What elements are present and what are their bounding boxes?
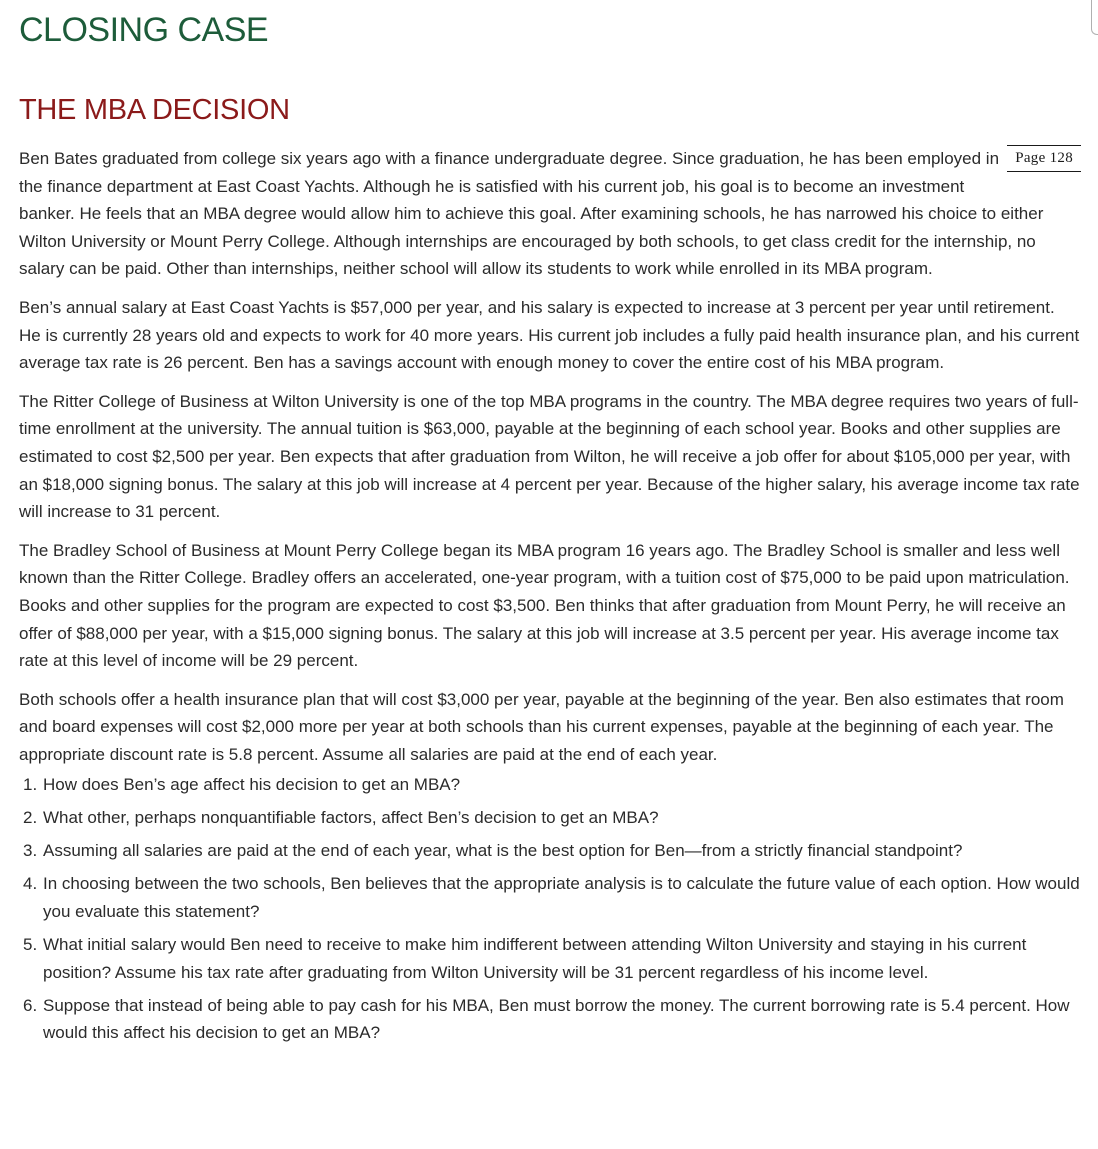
question-text: What other, perhaps nonquantifiable factors, affect Ben’s decision to get an MBA? xyxy=(43,808,659,828)
paragraph-intro-text: Ben Bates graduated from college six years ago with a finance undergraduate degree. Since graduation, he has been employed in the finance department at East Coast Yachts. Although he is satisfied with his current job, his goal is to become an investment banker. He feels that an MBA degree would allow him to achieve this goal. After examining schools, he has narrowed his choice to either Wilton University or Mount Perry College. Although internships are encouraged by both schools, to get class credit for the internship, no salary can be paid. Other than internships, neither school will allow its students to work while enrolled in its MBA program. xyxy=(19,149,1044,279)
question-item xyxy=(19,931,1081,986)
question-item xyxy=(19,992,1081,1047)
question-text: How does Ben’s age affect his decision to get an MBA? xyxy=(43,775,461,795)
page-marker: Page 128 xyxy=(1007,145,1081,172)
question-item xyxy=(19,771,1081,799)
question-number: 5. xyxy=(23,935,38,954)
question-item xyxy=(19,837,1081,865)
paragraph-wilton: The Ritter College of Business at Wilton University is one of the top MBA programs in the country. The MBA degree requires two years of full-time enrollment at the university. The annual tuition is $63,000, payable at the beginning of each school year. Books and other supplies are estimated to cost $2,500 per year. Ben expects that after graduation from Wilton, he will receive a job offer for about $105,000 per year, with an $18,000 signing bonus. The salary at this job will increase at 4 percent per year. Because of the higher salary, his average income tax rate will increase to 31 percent. xyxy=(19,391,1080,522)
question-text: Suppose that instead of being able to pay cash for his MBA, Ben must borrow the money. The current borrowing rate is 5.4 percent. How would this affect his decision to get an MBA? xyxy=(43,995,1070,1043)
question-text: Assuming all salaries are paid at the end of each year, what is the best option for Ben—from a strictly financial standpoint? xyxy=(43,841,963,861)
paragraph-common-costs: Both schools offer a health insurance plan that will cost $3,000 per year, payable at the beginning of the year. Ben also estimates that room and board expenses will cost $2,000 more per year at both schools than his current expenses, payable at the beginning of each year. The appropriate discount rate is 5.8 percent. Assume all salaries are paid at the end of each year. xyxy=(19,689,1064,764)
question-number: 3. xyxy=(23,841,38,861)
question-number: 6. xyxy=(23,995,38,1015)
question-number: 4. xyxy=(23,874,38,894)
question-item xyxy=(19,804,1081,832)
case-body xyxy=(19,145,1081,768)
question-list xyxy=(19,771,1081,1046)
section-label: CLOSING CASE xyxy=(19,11,269,49)
paragraph-current-job: Ben’s annual salary at East Coast Yachts is $57,000 per year, and his salary is expected to increase at 3 percent per year until retirement. He is currently 28 years old and expects to work for 40 more years. His current job includes a fully paid health insurance plan, and his current average tax rate is 26 percent. Ben has a savings account with enough money to cover the entire cost of his MBA program. xyxy=(19,297,1080,373)
question-item xyxy=(19,870,1081,925)
question-text: What initial salary would Ben need to receive to make him indifferent between attending Wilton University and staying in his current position? Assume his tax rate after graduating from Wilton University will be 31 percent regardless of his income level. xyxy=(43,935,1027,982)
paragraph-mount-perry: The Bradley School of Business at Mount Perry College began its MBA program 16 years ago. The Bradley School is smaller and less well known than the Ritter College. Bradley offers an accelerated, one-year program, with a tuition cost of $75,000 to be paid upon matriculation. Books and other supplies for the program are expected to cost $3,500. Ben thinks that after graduation from Mount Perry, he will receive an offer of $88,000 per year, with a $15,000 signing bonus. The salary at this job will increase at 3.5 percent per year. His average income tax rate at this level of income will be 29 percent. xyxy=(19,540,1070,671)
case-title: THE MBA DECISION xyxy=(19,94,290,126)
closing-case-page xyxy=(19,0,1081,1052)
scrollbar-edge[interactable] xyxy=(1091,0,1098,35)
question-text: In choosing between the two schools, Ben believes that the appropriate analysis is to calculate the future value of each option. How would you evaluate this statement? xyxy=(43,874,1080,922)
question-number: 2. xyxy=(23,808,38,828)
paragraph-intro xyxy=(19,145,1081,283)
question-number: 1. xyxy=(23,775,38,795)
